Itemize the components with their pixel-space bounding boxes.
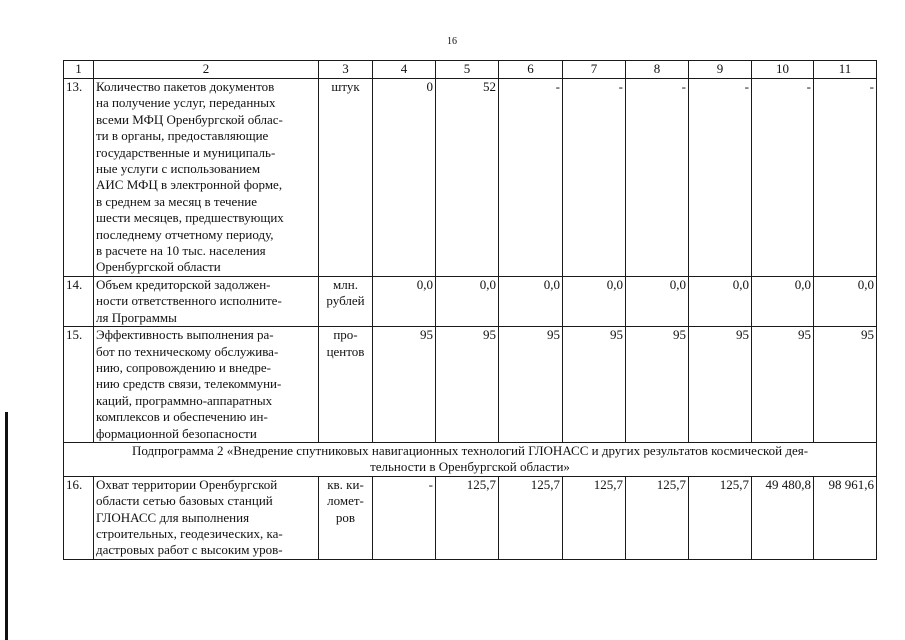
- value-cell: 95: [626, 327, 689, 443]
- row-number: 15.: [64, 327, 94, 443]
- unit-of-measure: [319, 476, 373, 559]
- row-number: 13.: [64, 79, 94, 277]
- value-cell: 0: [373, 79, 436, 277]
- value-cell: -: [689, 79, 752, 277]
- value-cell: 0,0: [563, 276, 626, 326]
- unit-line: про-: [333, 327, 358, 343]
- description-line: формационной безопасности: [96, 425, 257, 441]
- value-cell: -: [373, 476, 436, 559]
- description-line: ти в органы, предоставляющие: [96, 128, 269, 144]
- header-row: [64, 61, 877, 79]
- row-number: 16.: [64, 476, 94, 559]
- table-row: [64, 476, 877, 559]
- description-line: последнему отчетному периоду,: [96, 226, 274, 242]
- unit-of-measure: [319, 276, 373, 326]
- unit-line: штук: [331, 79, 360, 94]
- column-header: 3: [319, 61, 373, 79]
- column-header: 9: [689, 61, 752, 79]
- description-line: Охват территории Оренбургской: [96, 476, 278, 492]
- value-cell: 95: [752, 327, 814, 443]
- description-line: АИС МФЦ в электронной форме,: [96, 177, 283, 193]
- value-cell: -: [626, 79, 689, 277]
- description-line: Эффективность выполнения ра-: [96, 327, 274, 343]
- value-cell: 125,7: [689, 476, 752, 559]
- unit-of-measure: [319, 327, 373, 443]
- value-cell: 125,7: [436, 476, 499, 559]
- column-header: 8: [626, 61, 689, 79]
- column-header: 1: [64, 61, 94, 79]
- page-number: 16: [447, 36, 457, 47]
- description-line: строительных, геодезических, ка-: [96, 525, 283, 541]
- table-row: [64, 327, 877, 443]
- description-line: ля Программы: [96, 309, 177, 325]
- description-line: шести месяцев, предшествующих: [96, 210, 284, 226]
- value-cell: 52: [436, 79, 499, 277]
- description-line: в среднем за месяц в течение: [96, 193, 258, 209]
- indicators-table: [63, 60, 877, 560]
- description-line: государственные и муниципаль-: [96, 144, 276, 160]
- description-line: на получение услуг, переданных: [96, 95, 276, 111]
- value-cell: 95: [689, 327, 752, 443]
- subprogram-title: [64, 442, 877, 476]
- description-line: бот по техническому обслужива-: [96, 343, 279, 359]
- value-cell: 0,0: [626, 276, 689, 326]
- value-cell: 125,7: [563, 476, 626, 559]
- value-cell: 0,0: [814, 276, 877, 326]
- column-header: 10: [752, 61, 814, 79]
- description-line: нию, сопровождению и внедре-: [96, 359, 271, 375]
- indicator-description: [94, 79, 319, 277]
- value-cell: 95: [373, 327, 436, 443]
- table-row: [64, 276, 877, 326]
- row-number: 14.: [64, 276, 94, 326]
- indicator-description: [94, 276, 319, 326]
- description-line: комплексов и обеспечению ин-: [96, 409, 268, 425]
- description-line: Оренбургской области: [96, 259, 221, 275]
- value-cell: 125,7: [499, 476, 563, 559]
- description-line: Количество пакетов документов: [96, 79, 275, 94]
- value-cell: -: [499, 79, 563, 277]
- subprogram-row: [64, 442, 877, 476]
- value-cell: -: [814, 79, 877, 277]
- unit-line: центов: [326, 343, 365, 359]
- value-cell: 95: [814, 327, 877, 443]
- value-cell: -: [752, 79, 814, 277]
- value-cell: 0,0: [436, 276, 499, 326]
- value-cell: 98 961,6: [814, 476, 877, 559]
- value-cell: 49 480,8: [752, 476, 814, 559]
- unit-line: ров: [335, 509, 356, 525]
- description-line: Объем кредиторской задолжен-: [96, 276, 271, 292]
- value-cell: 0,0: [373, 276, 436, 326]
- unit-line: кв. ки-: [327, 476, 364, 492]
- value-cell: 95: [563, 327, 626, 443]
- binding-edge-mark: [5, 412, 8, 640]
- value-cell: 0,0: [752, 276, 814, 326]
- description-line: ные услуги с использованием: [96, 161, 261, 177]
- indicator-description: [94, 327, 319, 443]
- unit-of-measure: [319, 79, 373, 277]
- description-line: нию средств связи, телекоммуни-: [96, 376, 282, 392]
- value-cell: 0,0: [689, 276, 752, 326]
- subprogram-line: Подпрограмма 2 «Внедрение спутниковых навигационных технологий ГЛОНАСС и других результатов космической дея-: [131, 442, 809, 458]
- value-cell: 125,7: [626, 476, 689, 559]
- unit-line: млн.: [333, 276, 358, 292]
- column-header: 4: [373, 61, 436, 79]
- value-cell: -: [563, 79, 626, 277]
- column-header: 7: [563, 61, 626, 79]
- description-line: ГЛОНАСС для выполнения: [96, 509, 250, 525]
- column-header: 6: [499, 61, 563, 79]
- value-cell: 0,0: [499, 276, 563, 326]
- column-header: 11: [814, 61, 877, 79]
- description-line: дастровых работ с высоким уров-: [96, 542, 283, 558]
- description-line: каций, программно-аппаратных: [96, 392, 273, 408]
- description-line: всеми МФЦ Оренбургской облас-: [96, 111, 283, 127]
- column-header: 2: [94, 61, 319, 79]
- unit-line: ломет-: [327, 493, 364, 509]
- column-header: 5: [436, 61, 499, 79]
- description-line: области сетью базовых станций: [96, 493, 273, 509]
- indicator-description: [94, 476, 319, 559]
- value-cell: 95: [436, 327, 499, 443]
- description-line: в расчете на 10 тыс. населения: [96, 243, 266, 259]
- table-row: [64, 79, 877, 277]
- unit-line: рублей: [326, 293, 365, 309]
- description-line: ности ответственного исполните-: [96, 293, 282, 309]
- value-cell: 95: [499, 327, 563, 443]
- subprogram-line: тельности в Оренбургской области»: [370, 459, 570, 475]
